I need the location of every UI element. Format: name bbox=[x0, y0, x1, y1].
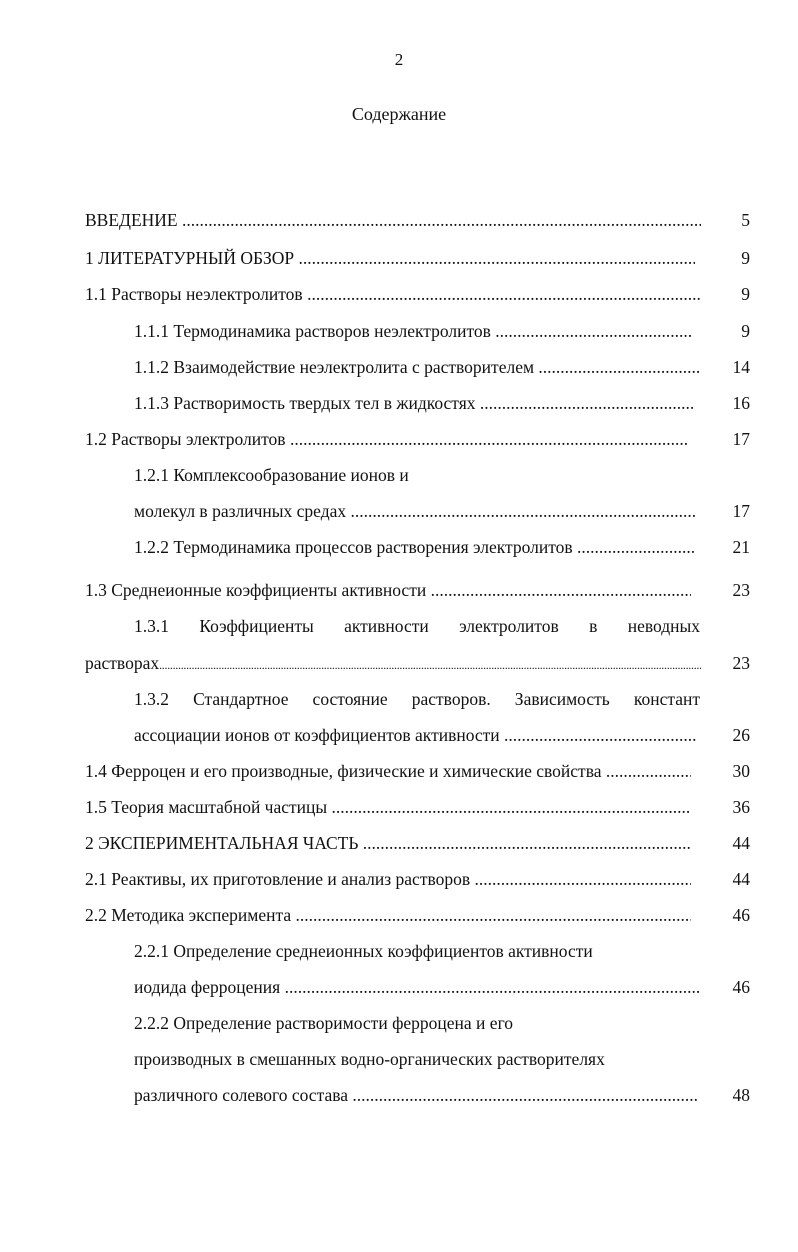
toc-entry-title: 2 ЭКСПЕРИМЕНТАЛЬНАЯ ЧАСТЬ ..... bbox=[85, 830, 691, 856]
toc-entry[interactable] bbox=[0, 902, 798, 928]
toc-entry[interactable] bbox=[0, 974, 798, 1000]
toc-entry-page: 44 bbox=[732, 869, 750, 889]
toc-entry[interactable] bbox=[0, 426, 798, 452]
toc-entry[interactable] bbox=[0, 1082, 798, 1108]
toc-entry-page: 36 bbox=[732, 797, 750, 817]
toc-entry-title: 1.2.2 Термодинамика процессов растворения электролитов ..... bbox=[134, 534, 694, 560]
page-title: Содержание bbox=[351, 104, 447, 124]
toc-entry-page: 46 bbox=[732, 977, 750, 997]
toc-entry-title: иодида ферроцения ..... bbox=[134, 974, 700, 1000]
toc-entry[interactable] bbox=[0, 207, 798, 233]
page-number: 2 bbox=[394, 50, 404, 69]
toc-entry-page: 16 bbox=[732, 393, 750, 413]
toc-entry[interactable] bbox=[0, 613, 798, 639]
toc-entry-page: 9 bbox=[741, 284, 750, 304]
toc-entry-title: 1 ЛИТЕРАТУРНЫЙ ОБЗОР ..... bbox=[85, 245, 695, 271]
toc-entry-page: 26 bbox=[732, 725, 750, 745]
toc-entry-title: 1.5 Теория масштабной частицы ..... bbox=[85, 794, 689, 820]
toc-entry[interactable] bbox=[0, 794, 798, 820]
toc-entry-title: 1.2.1 Комплексообразование ионов и bbox=[134, 465, 409, 485]
toc-entry[interactable] bbox=[0, 1046, 798, 1072]
toc-entry-title: ассоциации ионов от коэффициентов активности ..... bbox=[134, 722, 696, 748]
toc-entry-page: 46 bbox=[732, 905, 750, 925]
toc-entry-page: 9 bbox=[741, 321, 750, 341]
toc-entry-title: молекул в различных средах ..... bbox=[134, 498, 696, 524]
toc-entry-title: различного солевого состава ..... bbox=[134, 1082, 698, 1108]
toc-entry[interactable] bbox=[0, 866, 798, 892]
toc-entry[interactable] bbox=[0, 318, 798, 344]
toc-entry-title: 1.2 Растворы электролитов ..... bbox=[85, 426, 689, 452]
toc-entry[interactable] bbox=[0, 498, 798, 524]
toc-entry-title: 1.1 Растворы неэлектролитов ..... bbox=[85, 281, 701, 307]
toc-entry-title: 2.2.2 Определение растворимости ферроцена и его bbox=[134, 1013, 514, 1033]
toc-entry-page: 14 bbox=[732, 357, 750, 377]
toc-entry[interactable] bbox=[0, 245, 798, 271]
toc-entry-title: 1.3.2 Стандартное состояние растворов. Зависимость констант bbox=[134, 689, 700, 709]
toc-entry-title: 2.2.1 Определение среднеионных коэффициентов активности bbox=[134, 941, 593, 961]
toc-entry-page: 21 bbox=[732, 537, 750, 557]
toc-entry-title: 1.3.1 Коэффициенты активности электролитов в неводных bbox=[134, 616, 700, 636]
toc-entry[interactable] bbox=[0, 577, 798, 603]
toc-entry[interactable] bbox=[0, 462, 798, 488]
toc-entry[interactable] bbox=[0, 390, 798, 416]
toc-entry-page: 17 bbox=[732, 429, 750, 449]
toc-entry-page: 48 bbox=[732, 1085, 750, 1105]
toc-entry-title: растворах ..... bbox=[85, 650, 701, 678]
toc-entry-title: 1.4 Ферроцен и его производные, физические и химические свойства ..... bbox=[85, 758, 691, 784]
toc-entry-page: 23 bbox=[732, 580, 750, 600]
toc-entry[interactable] bbox=[0, 534, 798, 560]
toc-entry[interactable] bbox=[0, 354, 798, 380]
toc-entry[interactable] bbox=[0, 281, 798, 307]
toc-entry-title: 1.3 Среднеионные коэффициенты активности ..... bbox=[85, 577, 691, 603]
toc-entry-title: ВВЕДЕНИЕ ..... bbox=[85, 207, 701, 233]
toc-entry-page: 23 bbox=[732, 653, 750, 673]
toc-entry-page: 44 bbox=[732, 833, 750, 853]
toc-entry[interactable] bbox=[0, 650, 798, 676]
toc-entry-title: производных в смешанных водно-органических растворителях bbox=[134, 1049, 605, 1069]
toc-entry-page: 30 bbox=[732, 761, 750, 781]
toc-entry-title: 2.2 Методика эксперимента ..... bbox=[85, 902, 691, 928]
toc-entry[interactable] bbox=[0, 722, 798, 748]
toc-entry-page: 5 bbox=[741, 210, 750, 230]
toc-entry-title: 1.1.1 Термодинамика растворов неэлектролитов ..... bbox=[134, 318, 692, 344]
toc-entry[interactable] bbox=[0, 830, 798, 856]
toc-entry-title: 1.1.3 Растворимость твердых тел в жидкостях ..... bbox=[134, 390, 694, 416]
toc-entry[interactable] bbox=[0, 938, 798, 964]
toc-entry-title: 1.1.2 Взаимодействие неэлектролита с растворителем ..... bbox=[134, 354, 700, 380]
toc-entry[interactable] bbox=[0, 758, 798, 784]
toc-entry-title: 2.1 Реактивы, их приготовление и анализ растворов ..... bbox=[85, 866, 691, 892]
toc-entry[interactable] bbox=[0, 686, 798, 712]
toc-entry-page: 9 bbox=[741, 248, 750, 268]
toc-entry-page: 17 bbox=[732, 501, 750, 521]
toc-entry[interactable] bbox=[0, 1010, 798, 1036]
